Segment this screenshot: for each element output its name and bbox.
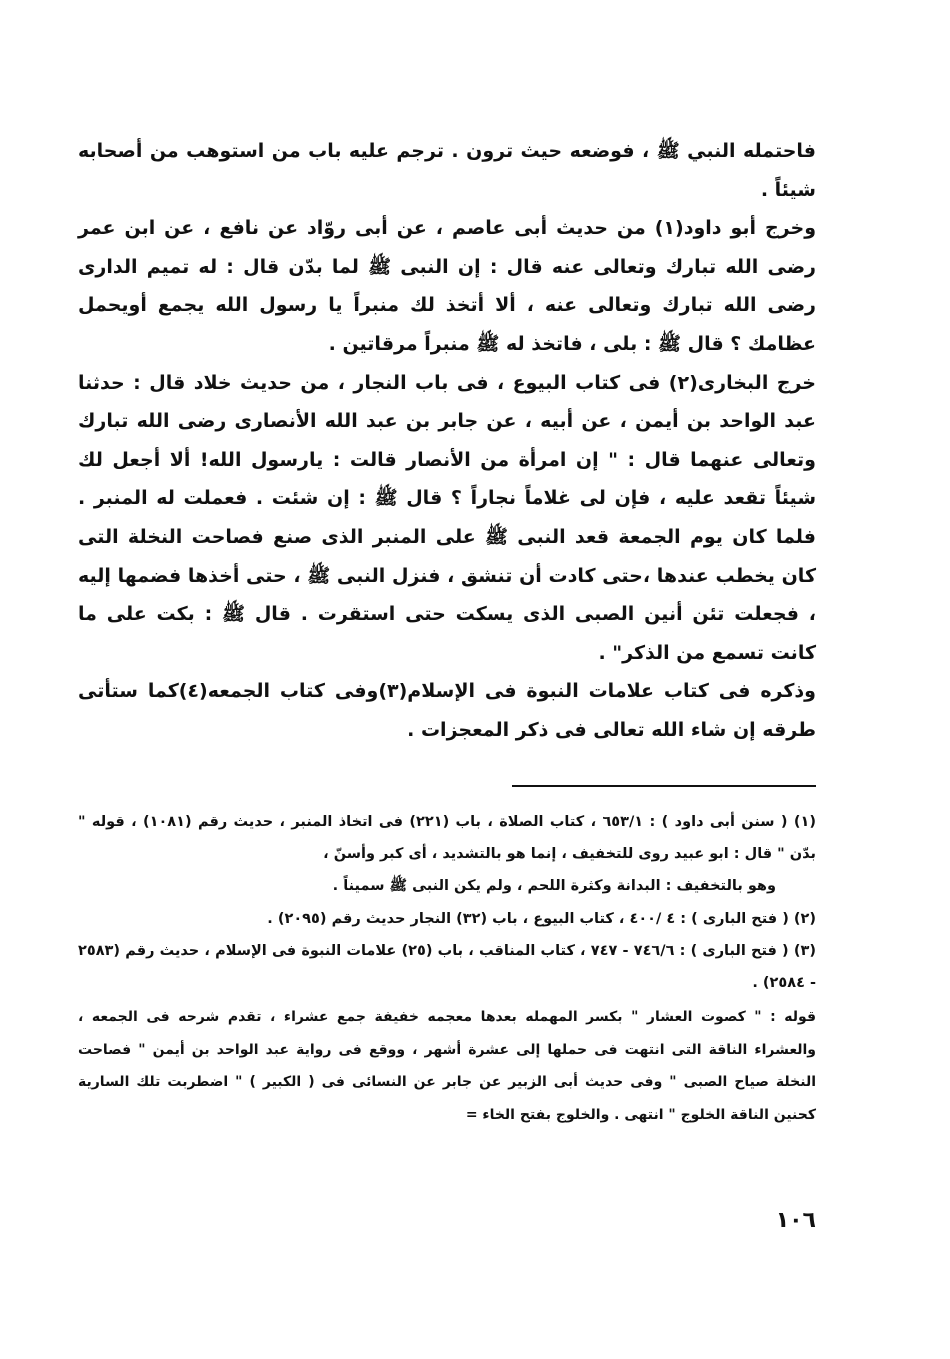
main-paragraph-2: وخرج أبو داود(١) من حديث أبى عاصم ، عن أبى روّاد عن نافع ، عن ابن عمر رضى الله تبارك وتعالى عنه قال : إن النبى ﷺ لما بدّن قال : له تميم الدارى رضى الله تبارك وتعالى عنه ، ألا أتخذ لك منبراً يا رسول الله يجمع أويحمل عظامك ؟ قال ﷺ : بلى ، فاتخذ له ﷺ منبراً مرقاتين . (78, 217, 816, 355)
footnote-1: (١) ( سنن أبى داود ) : ٦٥٣/١ ، كتاب الصلاة ، باب (٢٢١) فى اتخاذ المنبر ، حديث رقم (١٠٨١) ، قوله " بدّن " قال : ابو عبيد روى للتخفيف ، إنما هو بالتشديد ، أى كبر وأسنّ ، (78, 814, 817, 863)
footnotes-section (78, 806, 816, 1131)
footnote-commentary: قوله : " كصوت العشار " بكسر المهمله بعدها معجمه خفيفة جمع عشراء ، تقدم شرحه فى الجمعه ، والعشراء الناقة التى انتهت فى حملها إلى عشرة أشهر ، ووقع فى رواية عبد الواحد بن أيمن " فصاحت النخلة صياح الصبى " وفى حديث أبى الزبير عن جابر عن النسائى فى ( الكبير ) " اضطربت تلك السارية كحنين الناقة الخلوج " انتهى . والخلوج بفتح الخاء = (78, 1009, 816, 1123)
footnote-1-continuation: وهو بالتخفيف : البدانة وكثرة اللحم ، ولم يكن النبى ﷺ سميناً . (332, 878, 776, 895)
footnote-divider (512, 785, 816, 787)
main-paragraph-3: خرج البخارى(٢) فى كتاب البيوع ، فى باب النجار ، من حديث خلاد قال : حدثنا عبد الواحد بن أيمن ، عن أبيه ، عن جابر بن عبد الله الأنصارى رضى الله تبارك وتعالى عنهما قال : " إن امرأة من الأنصار قالت : يارسول الله! ألا أجعل لك شيئاً تقعد عليه ، فإن لى غلاماً نجاراً ؟ قال ﷺ : إن شئت . فعملت له المنبر . فلما كان يوم الجمعة قعد النبى ﷺ على المنبر الذى صنع فصاحت النخلة التى كان يخطب عندها ،حتى كادت أن تنشق ، فنزل النبى ﷺ ، حتى أخذها فضمها إليه ، فجعلت تئن أنين الصبى الذى يسكت حتى استقرت . قال ﷺ : بكت على ما كانت تسمع من الذكر" . (78, 371, 816, 664)
footnote-2: (٢) ( فتح البارى ) : ٤ /٤٠٠ ، كتاب البيوع ، باب (٣٢) النجار حديث رقم (٢٠٩٥) . (267, 910, 816, 927)
page-number: ١٠٦ (775, 1208, 816, 1233)
footnote-3: (٣) ( فتح البارى ) : ٧٤٦/٦ - ٧٤٧ ، كتاب المناقب ، باب (٢٥) علامات النبوة فى الإسلام ، حديث رقم (٢٥٨٣ - ٢٥٨٤) . (78, 942, 816, 992)
main-paragraph-1: فاحتمله النبي ﷺ ، فوضعه حيث ترون . ترجم عليه باب من استوهب من أصحابه شيئاً . (78, 140, 816, 201)
main-text-body (78, 132, 816, 750)
main-paragraph-4: وذكره فى كتاب علامات النبوة فى الإسلام(٣)وفى كتاب الجمعه(٤)كما ستأتى طرقه إن شاء الله تعالى فى ذكر المعجزات . (78, 680, 816, 741)
